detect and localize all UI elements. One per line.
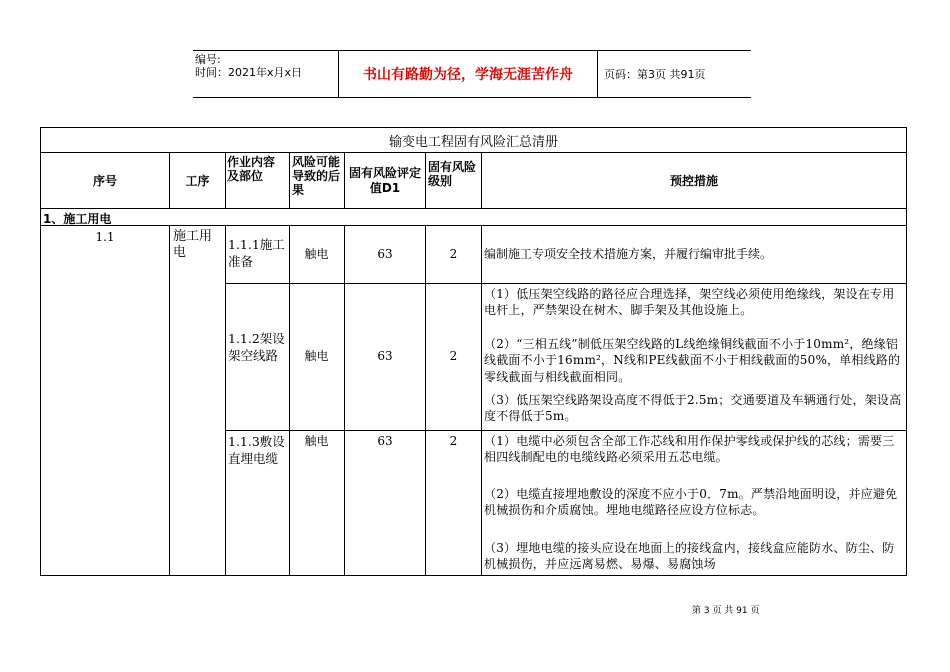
col-header-measures: 预控措施: [669, 174, 718, 188]
row-d1: 63: [377, 349, 393, 363]
row-measure: （1）低压架空线路的路径应合理选择，架空线必须使用绝缘线，架设在专用电杆上，严禁架设在树木、脚手架及其他设施上。: [484, 287, 895, 318]
group-seq: 1.1: [95, 230, 115, 244]
row-measure: （2）“三相五线”制低压架空线路的L线绝缘铜线截面不小于10mm²，绝缘铝线截面不小于16mm²，N线和PE线截面不小于相线截面的50%，单相线路的零线截面与相线截面相同。: [484, 337, 901, 384]
col-header-content: 作业内容及部位: [227, 155, 276, 183]
row-level: 2: [449, 349, 458, 363]
col-header-seq: 序号: [92, 174, 117, 188]
col-header-consequence: 风险可能导致的后果: [292, 155, 341, 197]
group-process: 施工用电: [173, 229, 213, 260]
row-measure: （3）埋地电缆的接头应设在地面上的接线盒内，接线盒应能防水、防尘、防机械损伤，并应远离易燃、易爆、易腐蚀场: [484, 541, 895, 572]
time-label: 时间：2021年x月x日: [195, 66, 303, 79]
table-title: 输变电工程固有风险汇总清册: [388, 134, 558, 150]
col-header-level: 固有风险级别: [428, 160, 477, 188]
doc-number-label: 编号:: [195, 53, 221, 66]
row-content: 1.1.1施工准备: [228, 237, 285, 269]
page-header: [193, 50, 751, 98]
page-footer: 第 3 页 共 91 页: [692, 606, 760, 616]
row-consequence: 触电: [304, 349, 329, 363]
row-measure: （2）电缆直接埋地敷设的深度不应小于0．7m。严禁沿地面明设，并应避免机械损伤和介质腐蚀。埋地电缆路径应设方位标志。: [484, 487, 898, 518]
section-title: 1、施工用电: [43, 212, 112, 226]
row-consequence: 触电: [304, 434, 329, 448]
row-d1: 63: [377, 247, 393, 261]
header-page-label: 页码：第3页 共91页: [604, 68, 706, 81]
row-measure: （1）电缆中必须包含全部工作芯线和用作保护零线或保护线的芯线；需要三相四线制配电的电缆线路必须采用五芯电缆。: [484, 434, 895, 465]
row-level: 2: [449, 247, 458, 261]
row-level: 2: [449, 434, 458, 448]
col-header-d1: 固有风险评定值D1: [348, 165, 421, 195]
row-content: 1.1.3敷设直埋电缆: [228, 434, 285, 466]
header-left-cell: [195, 51, 339, 97]
risk-table: [40, 127, 907, 576]
row-d1: 63: [377, 434, 393, 448]
header-motto: 书山有路勤为径，学海无涯苦作舟: [338, 51, 598, 97]
row-measure: 编制施工专项安全技术措施方案，并履行编审批手续。: [484, 247, 773, 261]
row-content: 1.1.2架设架空线路: [228, 331, 285, 363]
col-header-process: 工序: [185, 174, 210, 188]
row-consequence: 触电: [304, 247, 329, 261]
row-measure: （3）低压架空线路架设高度不得低于2.5m；交通要道及车辆通行处，架设高度不得低于5m。: [484, 393, 902, 424]
